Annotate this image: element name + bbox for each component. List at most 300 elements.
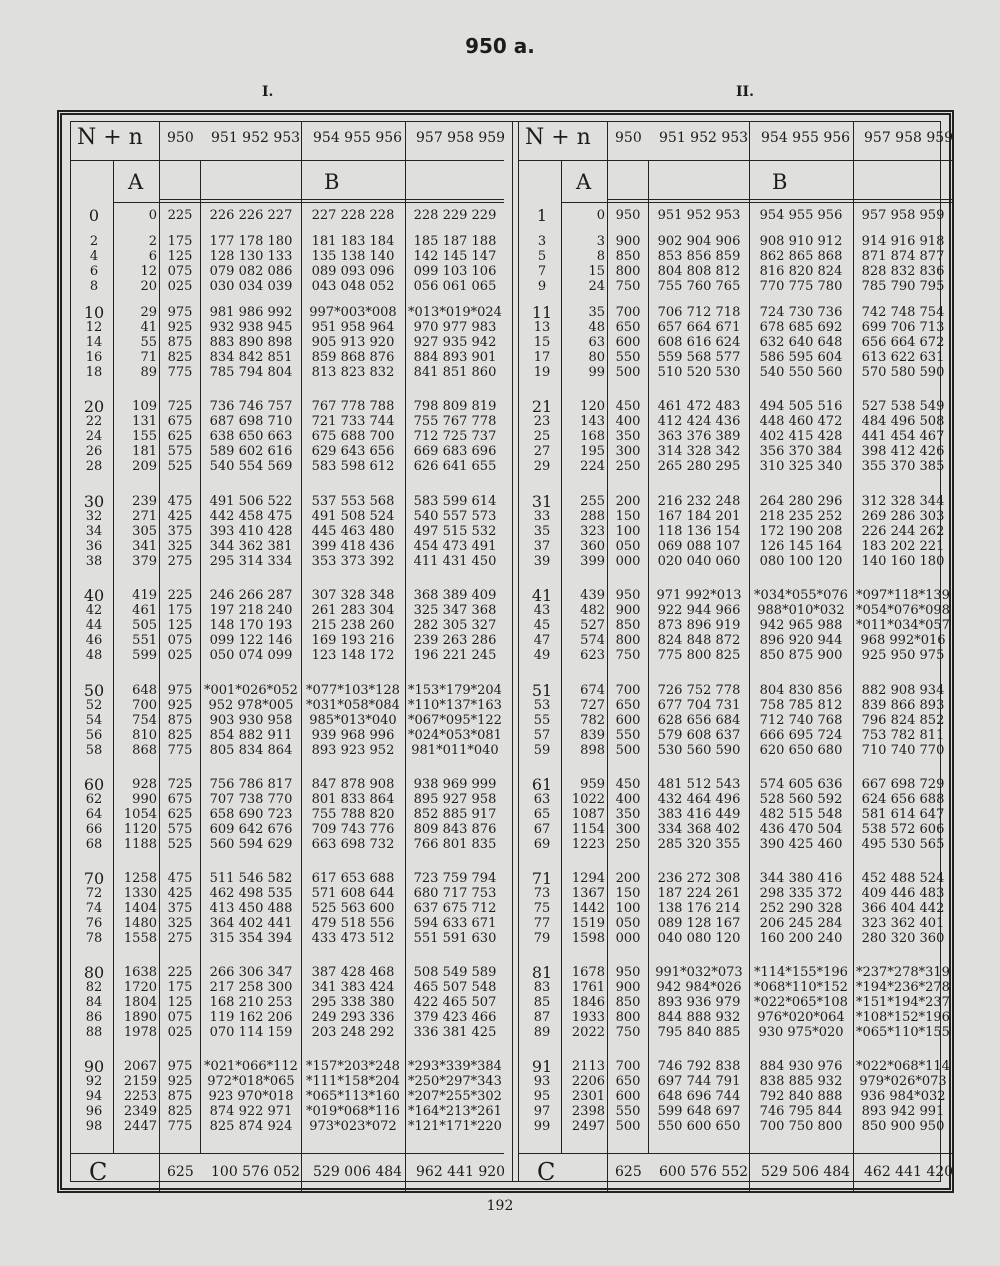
table-cell: 675: [167, 414, 193, 429]
table-cell: 925 950 975: [861, 648, 945, 663]
row-n-column: [523, 305, 561, 380]
row-n-column: [523, 494, 561, 569]
table-cell: 658 690 723: [209, 807, 293, 822]
table-cell: 81: [531, 963, 553, 982]
constant-row-c: [71, 1153, 504, 1192]
table-cell: 2447: [123, 1119, 157, 1134]
table-cell: 979*026*073: [859, 1074, 947, 1089]
table-cell: 425: [167, 509, 193, 524]
table-cell: 000: [615, 931, 641, 946]
table-cell: 264 280 296: [759, 494, 843, 509]
table-cell: 168: [580, 429, 605, 444]
table-cell: *067*095*122: [408, 713, 502, 728]
row-b2-column: [303, 871, 403, 946]
table-cell: 72: [85, 886, 103, 901]
table-cell: 100: [615, 901, 641, 916]
table-cell: 92: [85, 1074, 103, 1089]
table-cell: 505: [132, 618, 157, 633]
table-cell: 844 888 932: [657, 1010, 741, 1025]
table-cell: 697 744 791: [657, 1074, 741, 1089]
table-cell: 94: [85, 1089, 103, 1104]
table-cell: 755 788 820: [311, 807, 395, 822]
table-part-2: [519, 122, 952, 1191]
table-cell: 1519: [571, 916, 605, 931]
table-cell: 143: [580, 414, 605, 429]
table-cell: 804 808 812: [657, 264, 741, 279]
table-cell: 898: [580, 743, 605, 758]
table-cell: 825 874 924: [209, 1119, 293, 1134]
constant-label-c: C: [537, 1158, 556, 1186]
table-cell: 608 616 624: [657, 335, 741, 350]
constant-950: 625: [615, 1164, 642, 1180]
table-cell: *207*255*302: [408, 1089, 502, 1104]
row-a-column: [565, 683, 605, 758]
table-cell: 63: [588, 335, 605, 350]
table-cell: 25: [533, 429, 551, 444]
table-cell: 056 061 065: [413, 279, 497, 294]
row-b2-column: [751, 305, 851, 380]
table-cell: 32: [85, 509, 103, 524]
table-cell: 570 580 590: [861, 365, 945, 380]
table-cell: 21: [531, 397, 553, 416]
table-cell: 52: [85, 698, 103, 713]
table-cell: 1933: [571, 1010, 605, 1025]
header-951-953: 951 952 953: [659, 130, 749, 146]
row-b2-column: [303, 777, 403, 852]
row-b1-column: [203, 399, 299, 474]
row-950-column: [611, 777, 645, 852]
table-cell: 8: [89, 279, 99, 294]
table-cell: 475: [167, 871, 193, 886]
table-cell: 266 306 347: [209, 965, 293, 980]
table-cell: 882 908 934: [861, 683, 945, 698]
table-cell: 465 507 548: [413, 980, 497, 995]
table-cell: 997*003*008: [309, 305, 397, 320]
table-cell: 613 622 631: [861, 350, 945, 365]
row-950-column: [163, 965, 197, 1040]
table-cell: 775: [167, 1119, 193, 1134]
row-a-column: [565, 588, 605, 663]
table-cell: 828 832 836: [861, 264, 945, 279]
table-cell: 648: [132, 683, 157, 698]
table-cell: 344 362 381: [209, 539, 293, 554]
table-cell: 873 896 919: [657, 618, 741, 633]
table-cell: 721 733 744: [311, 414, 395, 429]
table-cell: 10: [83, 303, 105, 322]
table-cell: 586 595 604: [759, 350, 843, 365]
table-cell: 000: [615, 554, 641, 569]
table-cell: 98: [85, 1119, 103, 1134]
table-cell: 1890: [123, 1010, 157, 1025]
table-cell: 1367: [571, 886, 605, 901]
table-cell: 559 568 577: [657, 350, 741, 365]
row-b2-column: [303, 683, 403, 758]
row-n-value: 0: [88, 206, 100, 225]
table-cell: 275: [167, 931, 193, 946]
table-cell: 461: [132, 603, 157, 618]
table-cell: 625: [167, 807, 193, 822]
row-950-column: [611, 305, 645, 380]
table-cell: 650: [615, 1074, 641, 1089]
table-cell: 834 842 851: [209, 350, 293, 365]
table-cell: 620 650 680: [759, 743, 843, 758]
table-cell: 884 893 901: [413, 350, 497, 365]
table-cell: 15: [588, 264, 605, 279]
table-cell: 675: [167, 792, 193, 807]
table-cell: 527: [580, 618, 605, 633]
table-cell: *054*076*098: [856, 603, 950, 618]
table-cell: 629 643 656: [311, 444, 395, 459]
table-cell: *151*194*237: [856, 995, 950, 1010]
table-cell: 375: [167, 901, 193, 916]
table-cell: 288: [580, 509, 605, 524]
subheader-rule: [113, 202, 504, 203]
table-cell: 34: [85, 524, 103, 539]
table-cell: 727: [580, 698, 605, 713]
table-cell: 217 258 300: [209, 980, 293, 995]
table-cell: 746 792 838: [657, 1059, 741, 1074]
constant-950: 625: [167, 1164, 194, 1180]
table-cell: 1294: [571, 871, 605, 886]
table-cell: 589 602 616: [209, 444, 293, 459]
table-cell: 2206: [571, 1074, 605, 1089]
table-cell: 648 696 744: [657, 1089, 741, 1104]
table-cell: 939 968 996: [311, 728, 395, 743]
table-cell: 758 785 812: [759, 698, 843, 713]
table-cell: 450: [615, 399, 641, 414]
table-cell: 334 368 402: [657, 822, 741, 837]
table-cell: 030 034 039: [209, 279, 293, 294]
table-cell: 30: [83, 492, 105, 511]
table-cell: 600: [615, 1089, 641, 1104]
table-cell: 379 423 466: [413, 1010, 497, 1025]
table-cell: 850: [615, 249, 641, 264]
table-cell: 1054: [123, 807, 157, 822]
table-cell: 399 418 436: [311, 539, 395, 554]
table-cell: 125: [167, 618, 193, 633]
row-b3-column: [855, 494, 951, 569]
table-cell: 2398: [571, 1104, 605, 1119]
table-cell: 754: [132, 713, 157, 728]
table-cell: 6: [148, 249, 157, 264]
table-cell: 497 515 532: [413, 524, 497, 539]
row-950-column: [163, 494, 197, 569]
table-cell: 537 553 568: [311, 494, 395, 509]
table-cell: 80: [588, 350, 605, 365]
table-cell: 677 704 731: [657, 698, 741, 713]
table-cell: 824 848 872: [657, 633, 741, 648]
table-cell: 135 138 140: [311, 249, 395, 264]
table-cell: 2253: [123, 1089, 157, 1104]
row-b2-value: 954 955 956: [759, 208, 843, 223]
row-a-column: [565, 1059, 605, 1134]
table-cell: 530 560 590: [657, 743, 741, 758]
table-cell: 355 370 385: [861, 459, 945, 474]
table-cell: 724 730 736: [759, 305, 843, 320]
table-cell: 750: [615, 648, 641, 663]
table-cell: 2113: [571, 1059, 605, 1074]
table-cell: 265 280 295: [657, 459, 741, 474]
table-cell: 625: [167, 429, 193, 444]
table-cell: 29: [140, 305, 157, 320]
table-cell: 825: [167, 1104, 193, 1119]
table-cell: 3: [596, 234, 605, 249]
table-cell: 839 866 893: [861, 698, 945, 713]
table-cell: 850: [615, 618, 641, 633]
table-cell: 816 820 824: [759, 264, 843, 279]
row-b2-column: [751, 399, 851, 474]
table-cell: 971 992*013: [656, 588, 742, 603]
table-cell: 42: [85, 603, 103, 618]
header-950: 950: [167, 130, 194, 146]
table-cell: 169 193 216: [311, 633, 395, 648]
table-cell: 402 415 428: [759, 429, 843, 444]
table-cell: *021*066*112: [204, 1059, 298, 1074]
constant-b1: 600 576 552: [659, 1164, 749, 1180]
table-cell: 64: [85, 807, 103, 822]
table-cell: 225: [167, 588, 193, 603]
table-cell: 18: [85, 365, 103, 380]
row-a-column: [117, 1059, 157, 1134]
table-cell: 650: [615, 698, 641, 713]
table-cell: 540 554 569: [209, 459, 293, 474]
table-cell: 123 148 172: [311, 648, 395, 663]
row-b2-column: [751, 494, 851, 569]
table-cell: 1598: [571, 931, 605, 946]
table-cell: 7: [537, 264, 547, 279]
table-cell: 16: [85, 350, 103, 365]
row-b2-column: [751, 683, 851, 758]
table-cell: 68: [85, 837, 103, 852]
table-cell: 138 176 214: [657, 901, 741, 916]
table-cell: 49: [533, 648, 551, 663]
row-b2-column: [751, 965, 851, 1040]
table-cell: 323: [580, 524, 605, 539]
table-cell: 39: [533, 554, 551, 569]
row-b2-column: [303, 399, 403, 474]
row-950-column: [611, 965, 645, 1040]
column-rule: [301, 122, 302, 1191]
row-950-column: [163, 777, 197, 852]
table-cell: 26: [85, 444, 103, 459]
table-cell: 574: [580, 633, 605, 648]
table-cell: 813 823 832: [311, 365, 395, 380]
table-cell: 298 335 372: [759, 886, 843, 901]
row-b3-column: [407, 588, 503, 663]
table-cell: 148 170 193: [209, 618, 293, 633]
table-cell: 78: [85, 931, 103, 946]
table-cell: 12: [140, 264, 157, 279]
table-cell: 500: [615, 1119, 641, 1134]
table-cell: 850 900 950: [861, 1119, 945, 1134]
table-cell: 875: [167, 335, 193, 350]
table-cell: 390 425 460: [759, 837, 843, 852]
table-cell: 900: [615, 234, 641, 249]
table-cell: 500: [615, 743, 641, 758]
table-cell: 249 293 336: [311, 1010, 395, 1025]
table-cell: 409 446 483: [861, 886, 945, 901]
table-cell: 922 944 966: [657, 603, 741, 618]
table-cell: 579 608 637: [657, 728, 741, 743]
constant-b2: 529 506 484: [761, 1164, 851, 1180]
table-cell: 491 506 522: [209, 494, 293, 509]
table-cell: 38: [85, 554, 103, 569]
table-cell: 47: [533, 633, 551, 648]
table-cell: 65: [533, 807, 551, 822]
constant-b1: 100 576 052: [211, 1164, 301, 1180]
table-frame: [57, 110, 954, 1193]
table-cell: 436 470 504: [759, 822, 843, 837]
table-cell: 61: [531, 775, 553, 794]
row-b3-value: 228 229 229: [413, 208, 497, 223]
table-cell: 903 930 958: [209, 713, 293, 728]
row-n-column: [523, 234, 561, 294]
table-cell: 838 885 932: [759, 1074, 843, 1089]
row-b3-column: [407, 777, 503, 852]
column-rule: [648, 160, 649, 1153]
table-cell: 099 122 146: [209, 633, 293, 648]
row-b1-value: 951 952 953: [657, 208, 741, 223]
table-cell: 432 464 496: [657, 792, 741, 807]
row-b1-column: [203, 1059, 299, 1134]
table-cell: 637 675 712: [413, 901, 497, 916]
table-cell: 48: [85, 648, 103, 663]
row-a-column: [565, 234, 605, 294]
column-header-row: [71, 122, 504, 161]
table-cell: 46: [85, 633, 103, 648]
table-cell: 55: [140, 335, 157, 350]
table-cell: 736 746 757: [209, 399, 293, 414]
table-cell: 850 875 900: [759, 648, 843, 663]
table-cell: 928: [132, 777, 157, 792]
constant-b3: 462 441 420: [864, 1164, 954, 1180]
table-cell: 893 923 952: [311, 743, 395, 758]
table-cell: 853 856 859: [657, 249, 741, 264]
table-cell: 383 416 449: [657, 807, 741, 822]
row-a-column: [565, 399, 605, 474]
table-cell: 88: [85, 1025, 103, 1040]
table-cell: 495 530 565: [861, 837, 945, 852]
table-cell: 60: [83, 775, 105, 794]
table-cell: *013*019*024: [408, 305, 502, 320]
table-cell: 448 460 472: [759, 414, 843, 429]
table-cell: 825: [167, 728, 193, 743]
column-rule: [853, 122, 854, 1191]
table-cell: 40: [83, 586, 105, 605]
table-cell: 14: [85, 335, 103, 350]
table-cell: 775: [167, 743, 193, 758]
row-n-column: [523, 588, 561, 663]
row-b3-column: [855, 399, 951, 474]
constant-row-c: [519, 1153, 952, 1192]
table-cell: 896 920 944: [759, 633, 843, 648]
table-cell: 710 740 770: [861, 743, 945, 758]
table-cell: *077*103*128: [306, 683, 400, 698]
table-cell: 80: [83, 963, 105, 982]
table-cell: 1188: [123, 837, 157, 852]
row-a-column: [565, 305, 605, 380]
table-cell: 600: [615, 335, 641, 350]
table-cell: 508 549 589: [413, 965, 497, 980]
table-cell: 025: [167, 648, 193, 663]
table-cell: 412 424 436: [657, 414, 741, 429]
table-cell: 185 187 188: [413, 234, 497, 249]
table-cell: 975: [167, 1059, 193, 1074]
table-cell: 624 656 688: [861, 792, 945, 807]
row-b3-column: [855, 234, 951, 294]
table-cell: 353 373 392: [311, 554, 395, 569]
table-cell: *022*068*114: [856, 1059, 950, 1074]
table-cell: 700 750 800: [759, 1119, 843, 1134]
table-cell: 70: [83, 869, 105, 888]
table-cell: 275: [167, 554, 193, 569]
table-cell: 801 833 864: [311, 792, 395, 807]
row-b2-column: [303, 305, 403, 380]
row-a-value: 0: [148, 208, 157, 223]
table-cell: 792 840 888: [759, 1089, 843, 1104]
row-a: [117, 208, 157, 223]
table-cell: 626 641 655: [413, 459, 497, 474]
table-cell: 798 809 819: [413, 399, 497, 414]
table-cell: 1258: [123, 871, 157, 886]
table-cell: 425: [167, 886, 193, 901]
table-cell: 71: [140, 350, 157, 365]
table-cell: 2497: [571, 1119, 605, 1134]
table-cell: 24: [588, 279, 605, 294]
table-cell: 452 488 524: [861, 871, 945, 886]
table-cell: *097*118*139: [856, 588, 950, 603]
table-cell: 89: [533, 1025, 551, 1040]
header-957-959: 957 958 959: [416, 130, 506, 146]
table-cell: 538 572 606: [861, 822, 945, 837]
header-n-plus-n: N + n: [525, 125, 591, 150]
table-cell: 131: [132, 414, 157, 429]
table-cell: 400: [615, 792, 641, 807]
table-cell: 393 410 428: [209, 524, 293, 539]
table-cell: 23: [533, 414, 551, 429]
table-cell: 172 190 208: [759, 524, 843, 539]
table-cell: 325 347 368: [413, 603, 497, 618]
table-cell: 550: [615, 350, 641, 365]
table-cell: 951 958 964: [311, 320, 395, 335]
row-n-column: [75, 871, 113, 946]
table-cell: 17: [533, 350, 551, 365]
table-cell: 411 431 450: [413, 554, 497, 569]
row-a-column: [565, 777, 605, 852]
row-a-column: [117, 305, 157, 380]
table-cell: 399: [580, 554, 605, 569]
table-cell: 2349: [123, 1104, 157, 1119]
table-cell: 76: [85, 916, 103, 931]
table-cell: 413 450 488: [209, 901, 293, 916]
table-cell: 491 508 524: [311, 509, 395, 524]
row-950-column: [611, 588, 645, 663]
table-cell: 700: [615, 1059, 641, 1074]
table-cell: 723 759 794: [413, 871, 497, 886]
table-cell: 700: [132, 698, 157, 713]
table-cell: 742 748 754: [861, 305, 945, 320]
row-b3-value: 957 958 959: [861, 208, 945, 223]
table-cell: 650: [615, 320, 641, 335]
table-cell: 57: [533, 728, 551, 743]
row-b2-column: [303, 234, 403, 294]
table-cell: 336 381 425: [413, 1025, 497, 1040]
table-cell: 796 824 852: [861, 713, 945, 728]
subheader-a: A: [128, 170, 144, 194]
row-950-column: [163, 588, 197, 663]
row-b3-column: [407, 305, 503, 380]
table-cell: *237*278*319: [856, 965, 950, 980]
